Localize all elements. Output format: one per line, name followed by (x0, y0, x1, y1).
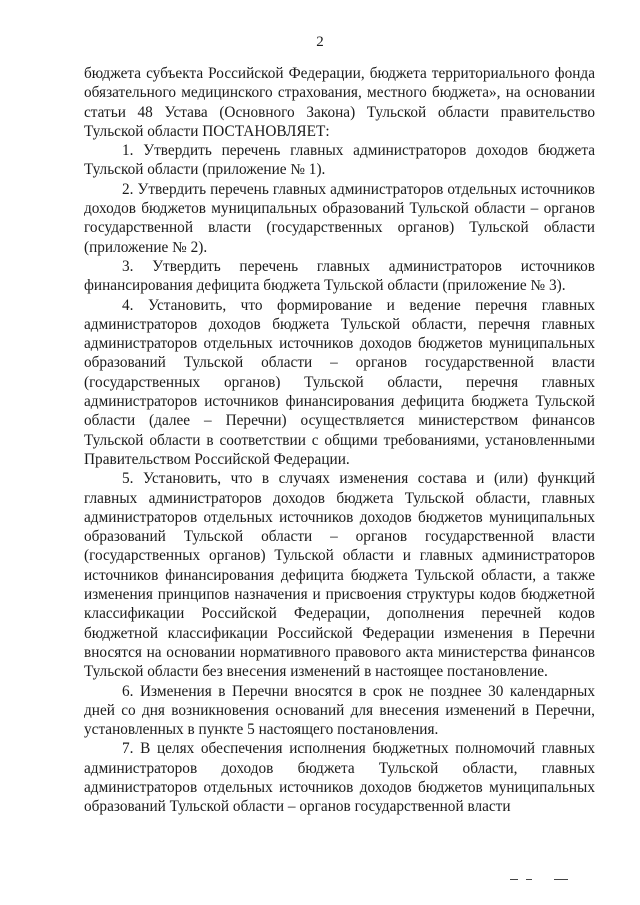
paragraph-item-2: 2. Утвердить перечень главных администраторов отдельных источников доходов бюджетов муниципальных образований Тульской области – органов государственной власти (государственных органов) Тульской области (приложение № 2). (84, 180, 595, 256)
paragraph-item-7: 7. В целях обеспечения исполнения бюджетных полномочий главных администраторов доходов бюджета Тульской области, главных администраторов отдельных источников доходов бюджетов муниципальных образований Тульской области – органов государственной власти (84, 740, 595, 816)
paragraph-item-5: 5. Установить, что в случаях изменения состава и (или) функций главных администраторов доходов бюджета Тульской области, главных администраторов отдельных источников доходов бюджетов муниципальных образований Тульской области – органов государственной власти (государственных органов) Тульской области и главных администраторов источников финансирования дефицита бюджета Тульской области, а также изменения принципов назначения и присвоения структуры кодов бюджетной классификации Российской Федерации, дополнения перечней кодов бюджетной классификации Российской Федерации изменения в Перечни вносятся на основании нормативного правового акта министерства финансов Тульской области без внесения изменений в настоящее постановление. (84, 470, 595, 681)
paragraph-item-3: 3. Утвердить перечень главных администраторов источников финансирования дефицита бюджета Тульской области (приложение № 3). (84, 257, 595, 295)
page-number: 2 (316, 34, 324, 50)
scan-marks (510, 879, 580, 885)
paragraph-item-1: 1. Утвердить перечень главных администраторов доходов бюджета Тульской области (приложение № 1). (84, 142, 595, 179)
paragraph-item-4: 4. Установить, что формирование и ведение перечня главных администраторов доходов бюджета Тульской области, перечня главных администраторов отдельных источников доходов бюджетов муниципальных образований Тульской области – органов государственной власти (государственных органов) Тульской области, перечня главных администраторов источников финансирования дефицита бюджета Тульской области (далее – Перечни) осуществляется министерством финансов Тульской области в соответствии с общими требованиями, установленными Правительством Российской Федерации. (84, 296, 595, 468)
document-body (84, 64, 595, 817)
paragraph-preamble: бюджета субъекта Российской Федерации, бюджета территориального фонда обязательного медицинского страхования, местного бюджета», на основании статьи 48 Устава (Основного Закона) Тульской области правительство Тульской области ПОСТАНОВЛЯЕТ: (84, 65, 595, 140)
paragraph-item-6: 6. Изменения в Перечни вносятся в срок не позднее 30 календарных дней со дня возникновения оснований для внесения изменений в Перечни, установленных в пункте 5 настоящего постановления. (84, 682, 595, 739)
